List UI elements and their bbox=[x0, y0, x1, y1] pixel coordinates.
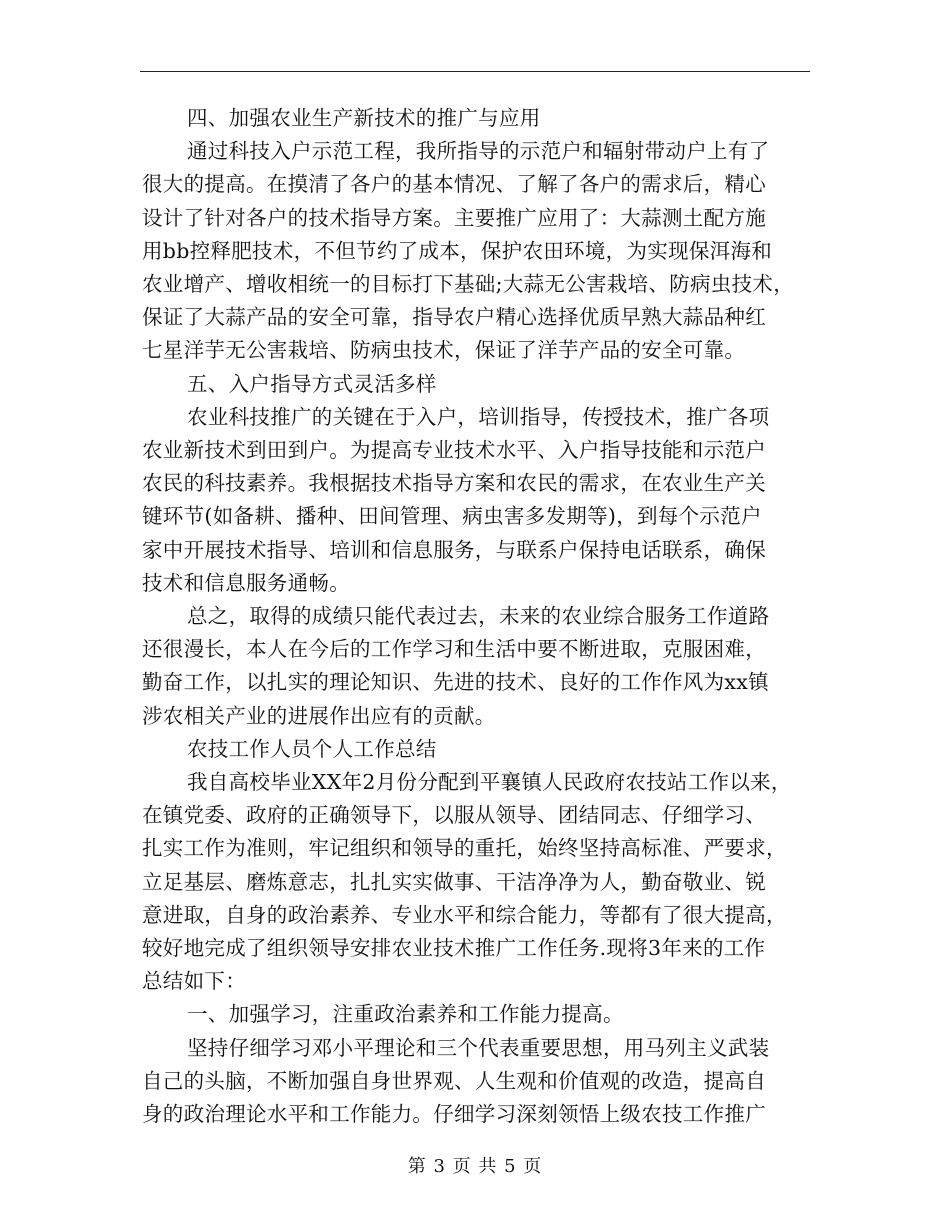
paragraph-start-line: 一、加强学习，注重政治素养和工作能力提高。 bbox=[187, 1002, 624, 1027]
text-line: 农民的科技素养。我根据技术指导方案和农民的需求，在农业生产关 bbox=[142, 471, 766, 496]
text-line: 七星洋芋无公害栽培、防病虫技术，保证了洋芋产品的安全可靠。 bbox=[142, 338, 746, 363]
paragraph-start-line: 我自高校毕业XX年2月份分配到平襄镇人民政府农技站工作以来， bbox=[187, 770, 792, 795]
text-line: 技术和信息服务通畅。 bbox=[142, 570, 350, 595]
text-line: 自己的头脑，不断加强自身世界观、人生观和价值观的改造，提高自 bbox=[142, 1068, 766, 1093]
text-line: 在镇党委、政府的正确领导下，以服从领导、团结同志、仔细学习、 bbox=[142, 803, 766, 828]
text-line: 身的政治理论水平和工作能力。仔细学习深刻领悟上级农技工作推广 bbox=[142, 1102, 766, 1127]
text-line: 家中开展技术指导、培训和信息服务，与联系户保持电话联系，确保 bbox=[142, 537, 766, 562]
text-line: 键环节(如备耕、播种、田间管理、病虫害多发期等)，到每个示范户 bbox=[142, 504, 762, 529]
text-line: 扎实工作为准则，牢记组织和领导的重托，始终坚持高标准、严要求， bbox=[142, 836, 787, 861]
header-rule bbox=[140, 71, 810, 72]
body-text bbox=[142, 102, 814, 1131]
paragraph-start-line: 通过科技入户示范工程，我所指导的示范户和辐射带动户上有了 bbox=[187, 139, 770, 164]
page-number-footer: 第 3 页 共 5 页 bbox=[407, 1156, 543, 1177]
text-line: 还很漫长，本人在今后的工作学习和生活中要不断进取，克服困难， bbox=[142, 637, 766, 662]
text-line: 总结如下： bbox=[142, 969, 246, 994]
text-line: 较好地完成了组织领导安排农业技术推广工作任务.现将3年来的工作 bbox=[142, 936, 766, 961]
paragraph-start-line: 坚持仔细学习邓小平理论和三个代表重要思想，用马列主义武装 bbox=[187, 1035, 770, 1060]
paragraph-start-line: 农技工作人员个人工作总结 bbox=[187, 736, 437, 761]
text-line: 用bb控释肥技术，不但节约了成本，保护农田环境，为实现保洱海和 bbox=[142, 238, 773, 263]
text-line: 意进取，自身的政治素养、专业水平和综合能力，等都有了很大提高， bbox=[142, 902, 787, 927]
text-line: 农业新技术到田到户。为提高专业技术水平、入户指导技能和示范户 bbox=[142, 438, 766, 463]
text-line: 设计了针对各户的技术指导方案。主要推广应用了：大蒜测土配方施 bbox=[142, 205, 766, 230]
text-line: 勤奋工作，以扎实的理论知识、先进的技术、良好的工作作风为xx镇 bbox=[142, 670, 769, 695]
paragraph-start-line: 四、加强农业生产新技术的推广与应用 bbox=[187, 106, 541, 130]
paragraph-start-line: 农业科技推广的关键在于入户，培训指导，传授技术，推广各项 bbox=[187, 404, 770, 429]
text-line: 很大的提高。在摸清了各户的基本情况、了解了各户的需求后，精心 bbox=[142, 172, 766, 197]
paragraph-start-line: 五、入户指导方式灵活多样 bbox=[187, 371, 437, 396]
text-line: 农业增产、增收相统一的目标打下基础;大蒜无公害栽培、防病虫技术， bbox=[142, 272, 795, 297]
text-line: 立足基层、磨炼意志，扎扎实实做事、干洁净净为人，勤奋敬业、锐 bbox=[142, 869, 766, 894]
text-line: 涉农相关产业的进展作出应有的贡献。 bbox=[142, 703, 496, 728]
text-line: 保证了大蒜产品的安全可靠，指导农户精心选择优质早熟大蒜品种红 bbox=[142, 305, 766, 330]
paragraph-start-line: 总之，取得的成绩只能代表过去，未来的农业综合服务工作道路 bbox=[187, 604, 770, 629]
